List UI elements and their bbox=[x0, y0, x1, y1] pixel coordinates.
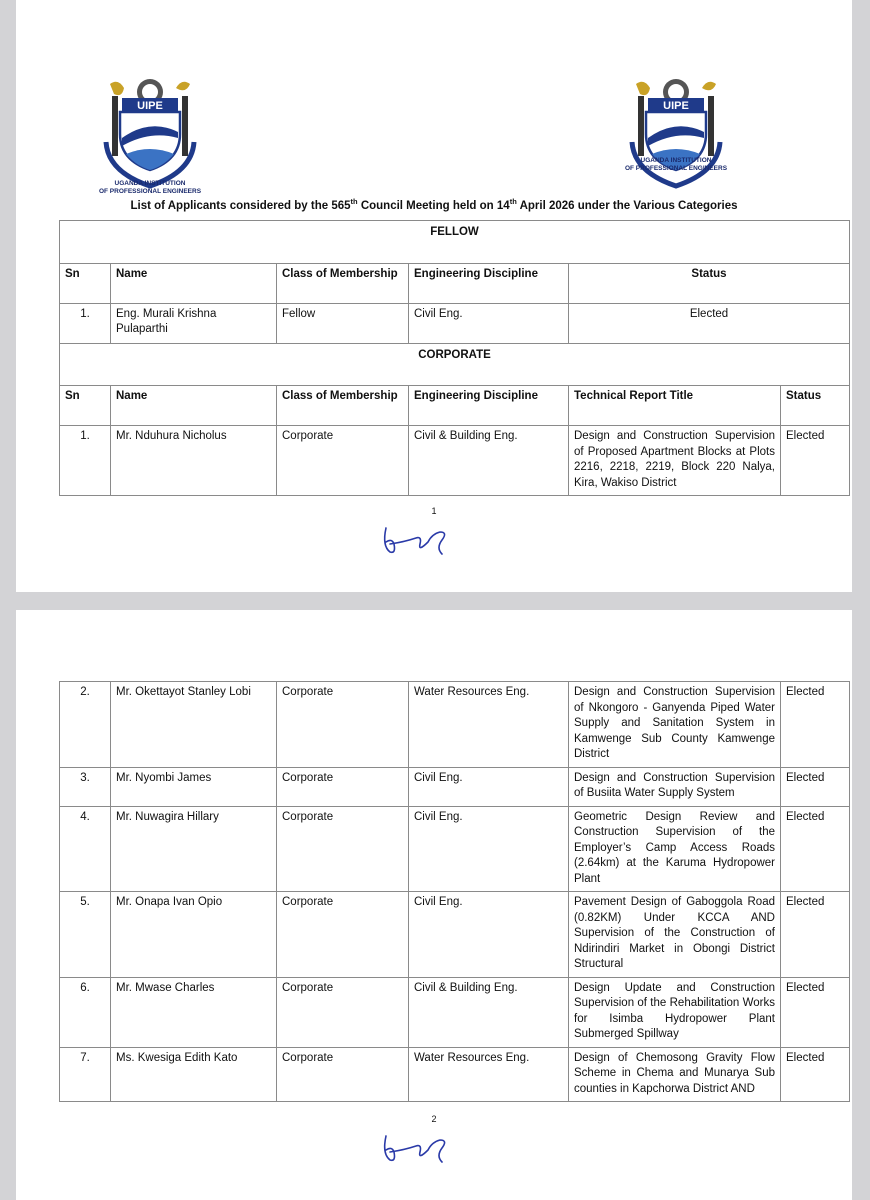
row-name: Mr. Okettayot Stanley Lobi bbox=[111, 682, 277, 768]
row-report-title: Design Update and Construction Supervision of the Rehabilitation Works for Isimba Hydropower Plant Submerged Spillway bbox=[569, 977, 781, 1047]
uipe-logo-right bbox=[616, 72, 736, 192]
row-sn: 6. bbox=[60, 977, 111, 1047]
row-report-title: Pavement Design of Gaboggola Road (0.82KM) Under KCCA AND Supervision of the Construction of Ndirindiri Market in Obongi District Structural bbox=[569, 892, 781, 978]
row-discipline: Civil & Building Eng. bbox=[409, 426, 569, 496]
header-status: Status bbox=[569, 263, 850, 303]
header-name: Name bbox=[111, 386, 277, 426]
row-discipline: Civil Eng. bbox=[409, 806, 569, 892]
row-discipline: Civil Eng. bbox=[409, 303, 569, 343]
row-sn: 1. bbox=[60, 303, 111, 343]
header-class: Class of Membership bbox=[277, 386, 409, 426]
corporate-section-label: CORPORATE bbox=[60, 343, 850, 386]
table-row bbox=[60, 767, 850, 806]
applicants-table-page2 bbox=[59, 681, 850, 1102]
row-class: Corporate bbox=[277, 977, 409, 1047]
svg-text:UIPE: UIPE bbox=[663, 100, 689, 112]
page-number-1: 1 bbox=[431, 506, 437, 516]
header-status: Status bbox=[781, 386, 850, 426]
row-status: Elected bbox=[781, 767, 850, 806]
document-title: List of Applicants considered by the 565th Council Meeting held on 14th April 2026 under the Various Categories bbox=[130, 197, 738, 212]
row-status: Elected bbox=[781, 1047, 850, 1102]
row-discipline: Civil & Building Eng. bbox=[409, 977, 569, 1047]
row-name: Mr. Nuwagira Hillary bbox=[111, 806, 277, 892]
row-class: Corporate bbox=[277, 767, 409, 806]
row-sn: 5. bbox=[60, 892, 111, 978]
header-class: Class of Membership bbox=[277, 263, 409, 303]
header-sn: Sn bbox=[60, 386, 111, 426]
row-report-title: Geometric Design Review and Construction Supervision of the Employer’s Camp Access Roads (2.64km) at the Karuma Hydropower Plant bbox=[569, 806, 781, 892]
row-class: Corporate bbox=[277, 1047, 409, 1102]
table-row bbox=[60, 806, 850, 892]
table-row bbox=[60, 303, 850, 343]
row-sn: 3. bbox=[60, 767, 111, 806]
row-report-title: Design and Construction Supervision of Busiita Water Supply System bbox=[569, 767, 781, 806]
page-number-2: 2 bbox=[431, 1114, 437, 1124]
row-name: Mr. Onapa Ivan Opio bbox=[111, 892, 277, 978]
signature-page-2 bbox=[380, 1128, 460, 1168]
applicants-table-page1 bbox=[59, 220, 850, 496]
row-sn: 4. bbox=[60, 806, 111, 892]
row-discipline: Water Resources Eng. bbox=[409, 682, 569, 768]
table-row bbox=[60, 426, 850, 496]
row-status: Elected bbox=[781, 977, 850, 1047]
corporate-section-row bbox=[60, 343, 850, 386]
row-sn: 1. bbox=[60, 426, 111, 496]
header-discipline: Engineering Discipline bbox=[409, 386, 569, 426]
row-status: Elected bbox=[569, 303, 850, 343]
row-report-title: Design of Chemosong Gravity Flow Scheme in Chema and Munarya Sub counties in Kapchorwa District AND bbox=[569, 1047, 781, 1102]
signature-page-1 bbox=[380, 520, 460, 560]
fellow-header-row bbox=[60, 263, 850, 303]
row-status: Elected bbox=[781, 806, 850, 892]
table-row bbox=[60, 892, 850, 978]
row-class: Fellow bbox=[277, 303, 409, 343]
row-sn: 7. bbox=[60, 1047, 111, 1102]
svg-text:UIPE: UIPE bbox=[137, 100, 163, 112]
header-sn: Sn bbox=[60, 263, 111, 303]
row-report-title: Design and Construction Supervision of Proposed Apartment Blocks at Plots 2216, 2218, 2219, Block 220 Nalya, Kira, Wakiso District bbox=[569, 426, 781, 496]
row-class: Corporate bbox=[277, 426, 409, 496]
row-status: Elected bbox=[781, 426, 850, 496]
row-report-title: Design and Construction Supervision of Nkongoro - Ganyenda Piped Water Supply and Sanitation System in Kamwenge Sub County Kamwenge District bbox=[569, 682, 781, 768]
row-discipline: Civil Eng. bbox=[409, 892, 569, 978]
row-name: Ms. Kwesiga Edith Kato bbox=[111, 1047, 277, 1102]
row-status: Elected bbox=[781, 892, 850, 978]
row-discipline: Water Resources Eng. bbox=[409, 1047, 569, 1102]
header-name: Name bbox=[111, 263, 277, 303]
document-page-2 bbox=[16, 610, 852, 1200]
row-class: Corporate bbox=[277, 806, 409, 892]
fellow-section-label: FELLOW bbox=[60, 221, 850, 264]
table-row bbox=[60, 682, 850, 768]
row-class: Corporate bbox=[277, 892, 409, 978]
fellow-section-row bbox=[60, 221, 850, 264]
header-discipline: Engineering Discipline bbox=[409, 263, 569, 303]
table-row bbox=[60, 1047, 850, 1102]
row-sn: 2. bbox=[60, 682, 111, 768]
row-name: Mr. Nyombi James bbox=[111, 767, 277, 806]
corporate-header-row bbox=[60, 386, 850, 426]
row-name: Mr. Nduhura Nicholus bbox=[111, 426, 277, 496]
logo-caption-right: UGANDA INSTITUTION OF PROFESSIONAL ENGINEERS bbox=[624, 157, 728, 172]
document-page-1 bbox=[16, 0, 852, 592]
uipe-logo-left bbox=[90, 72, 210, 192]
header-report-title: Technical Report Title bbox=[569, 386, 781, 426]
row-status: Elected bbox=[781, 682, 850, 768]
row-name: Mr. Mwase Charles bbox=[111, 977, 277, 1047]
logo-caption-left: UGANDA INSTITUTION OF PROFESSIONAL ENGINEERS bbox=[98, 180, 202, 195]
row-discipline: Civil Eng. bbox=[409, 767, 569, 806]
row-class: Corporate bbox=[277, 682, 409, 768]
row-name: Eng. Murali Krishna Pulaparthi bbox=[111, 303, 277, 343]
table-row bbox=[60, 977, 850, 1047]
